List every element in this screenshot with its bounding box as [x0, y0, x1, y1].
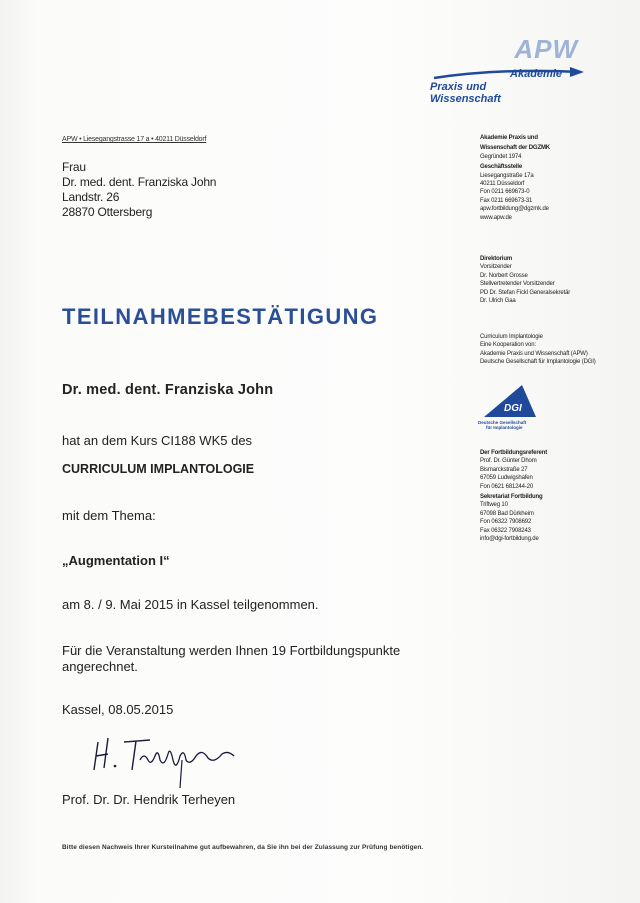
info-line: Stellvertretender Vorsitzender — [480, 281, 555, 288]
recipient-street: Landstr. 26 — [62, 190, 120, 204]
dgi-caption-line1: Deutsche Gesellschaft — [478, 420, 527, 425]
info-line: Fax 0211 669673-31 — [480, 197, 533, 204]
info-line: PD Dr. Stefan Fickl Generalsekretär — [480, 289, 571, 296]
dgi-caption-line2: für Implantologie — [486, 425, 523, 430]
recipient-salutation: Frau — [62, 160, 86, 174]
place-date: Kassel, 08.05.2015 — [62, 702, 174, 717]
info-line: Prof. Dr. Günter Dhom — [480, 458, 537, 465]
info-line: Fon 0621 681244-20 — [480, 483, 534, 490]
participant-name: Dr. med. dent. Franziska John — [62, 382, 274, 398]
info-line: Wissenschaft der DGZMK — [480, 145, 550, 152]
info-line: www.apw.de — [480, 214, 512, 221]
dgi-caption — [478, 420, 526, 430]
info-line: 67059 Ludwigshafen — [480, 475, 533, 482]
points-line: Für die Veranstaltung werden Ihnen 19 Fortbildungspunkte angerechnet. — [62, 643, 401, 674]
right-column-cooperation — [480, 333, 596, 367]
logo-line-akademie: Akademie — [510, 68, 562, 80]
info-line: Dr. Ulrich Gaa — [480, 298, 516, 305]
info-line: Fon 0211 669673-0 — [480, 189, 530, 196]
handwritten-signature — [88, 730, 258, 790]
info-line: Akademie Praxis und — [480, 135, 538, 141]
info-line: 40211 Düsseldorf — [480, 181, 525, 188]
info-line: Geschäftsstelle — [480, 164, 523, 171]
recipient-name: Dr. med. dent. Franziska John — [62, 175, 217, 189]
info-line: Direktorium — [480, 256, 513, 262]
dgi-logo-icon — [484, 385, 536, 419]
curriculum-name: CURRICULUM IMPLANTOLOGIE — [62, 462, 255, 476]
info-line: Fon 06322 7908692 — [480, 519, 532, 526]
info-line: Dr. Norbert Grosse — [480, 272, 528, 279]
logo-brand: APW — [514, 34, 578, 64]
info-line: Vorsitzender — [480, 264, 512, 271]
info-line: Liesegangstraße 17a — [480, 172, 534, 179]
info-line: Curriculum Implantologie — [480, 334, 543, 340]
course-line: hat an dem Kurs CI188 WK5 des — [62, 433, 253, 448]
info-line: Akademie Praxis und Wissenschaft (APW) — [480, 350, 588, 357]
info-line: Sekretariat Fortbildung — [480, 494, 543, 501]
info-line: Eine Kooperation von: — [480, 342, 536, 349]
info-line: 67098 Bad Dürkheim — [480, 510, 534, 517]
right-column-direktorium — [480, 255, 570, 305]
logo-line-praxis: Praxis und Wissenschaft — [430, 81, 501, 105]
recipient-city: 28870 Ottersberg — [62, 205, 153, 219]
info-line: Gegründet 1974 — [480, 153, 522, 160]
info-line: Triftweg 10 — [480, 502, 508, 509]
right-column-apw-info — [480, 134, 550, 222]
info-line: Fax 06322 7908243 — [480, 527, 531, 534]
info-line: Der Fortbildungsreferent — [480, 450, 548, 456]
date-line: am 8. / 9. Mai 2015 in Kassel teilgenommen. — [62, 597, 319, 612]
info-line: Bismarckstraße 27 — [480, 466, 528, 473]
right-column-fortbildung — [480, 449, 547, 543]
info-line: apw.fortbildung@dgzmk.de — [480, 206, 549, 213]
info-line: info@dgi-fortbildung.de — [480, 536, 539, 543]
info-line: Deutsche Gesellschaft für Implantologie (DGI) — [480, 359, 596, 366]
signatory-name: Prof. Dr. Dr. Hendrik Terheyen — [62, 792, 236, 807]
footnote: Bitte diesen Nachweis Ihrer Kursteilnahme gut aufbewahren, da Sie ihn bei der Zulassung zur Prüfung benötigen. — [62, 844, 424, 851]
theme-intro: mit dem Thema: — [62, 508, 156, 523]
recipient-address — [62, 160, 216, 220]
apw-logo — [430, 34, 590, 105]
theme-title: „Augmentation I“ — [62, 553, 170, 568]
page-title: TEILNAHMEBESTÄTIGUNG — [62, 304, 379, 329]
sender-line: APW • Liesegangstrasse 17 a • 40211 Düsseldorf — [62, 136, 207, 143]
dgi-logo-text: DGI — [504, 403, 522, 414]
